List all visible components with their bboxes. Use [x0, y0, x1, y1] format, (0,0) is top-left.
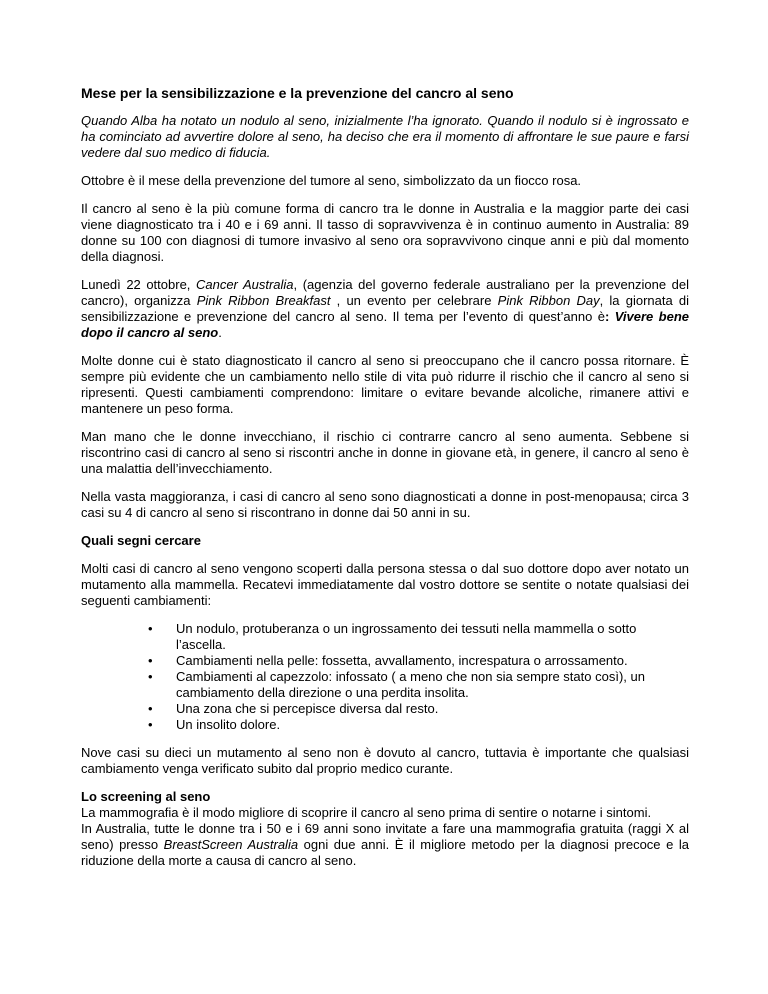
list-item — [81, 717, 689, 733]
list-item — [81, 621, 689, 653]
event-text-3: , un evento per celebrare — [330, 293, 498, 308]
list-item-text: Un insolito dolore. — [176, 717, 281, 732]
bullet-icon: • — [148, 717, 153, 732]
signs-intro-paragraph: Molti casi di cancro al seno vengono scoperti dalla persona stessa o dal suo dottore dopo aver notato un mutamento alla mammella. Recatevi immediatamente dal vostro dottore se sentite o notate qualsiasi dei seguenti cambiamenti: — [81, 561, 689, 608]
document-title: Mese per la sensibilizzazione e la prevenzione del cancro al seno — [81, 85, 514, 101]
event-text-5: . — [218, 325, 222, 340]
organization-name: Cancer Australia — [195, 277, 294, 292]
list-item — [81, 701, 689, 717]
screening-heading: Lo screening al seno — [81, 789, 211, 804]
list-item-text: Cambiamenti al capezzolo: infossato ( a meno che non sia sempre stato così), un cambiamento della direzione o una perdita insolita. — [176, 669, 645, 700]
screening-paragraph-2 — [81, 821, 689, 869]
list-item-text: Un nodulo, protuberanza o un ingrossamento dei tessuti nella mammella o sotto l’ascella. — [176, 621, 637, 652]
screening-paragraph-1: La mammografia è il modo migliore di scoprire il cancro al seno prima di sentire o notarne i sintomi. — [81, 805, 652, 820]
list-item-text: Una zona che si percepisce diversa dal resto. — [176, 701, 439, 716]
screening-organization: BreastScreen Australia — [163, 837, 299, 852]
list-item — [81, 669, 689, 701]
screening-text-b: ogni due anni. È il migliore metodo per la diagnosi precoce e la riduzione della morte a causa di cancro al seno. — [81, 837, 689, 868]
screening-text-a: In Australia, tutte le donne tra i 50 e i 69 anni sono invitate a fare una mammografia gratuita (raggi X al seno) presso — [81, 821, 689, 852]
list-item — [81, 653, 689, 669]
event-paragraph — [81, 277, 689, 341]
bullet-icon: • — [148, 701, 153, 716]
event-text-1: Lunedì 22 ottobre, — [81, 277, 196, 292]
list-item-text: Cambiamenti nella pelle: fossetta, avvallamento, increspatura o arrossamento. — [176, 653, 628, 668]
signs-list — [81, 621, 689, 733]
recurrence-paragraph: Molte donne cui è stato diagnosticato il cancro al seno si preoccupano che il cancro possa ritornare. È sempre più evidente che un cambiamento nello stile di vita può ridurre il rischio che il cancro al seno si ripresenti. Questi cambiamenti comprendono: limitare o evitare bevande alcoliche, rimanere attivi e mantenere un peso forma. — [81, 353, 689, 416]
bullet-icon: • — [148, 621, 153, 636]
event-text-2: , (agenzia del governo federale australiano per la prevenzione del cancro), organizza — [81, 277, 689, 308]
statistics-paragraph: Il cancro al seno è la più comune forma di cancro tra le donne in Australia e la maggior parte dei casi viene diagnosticato tra i 40 e i 69 anni. Il tasso di sopravvivenza è in continuo aumento in Australia: 89 donne su 100 con diagnosi di tumore invasivo al seno ora sopravvivono cinque anni e più dal momento della diagnosi. — [81, 201, 689, 264]
bullet-icon: • — [148, 669, 153, 684]
age-paragraph: Man mano che le donne invecchiano, il rischio ci contrarre cancro al seno aumenta. Sebbene si riscontrino casi di cancro al seno si riscontri anche in donne in giovane età, in genere, il cancro al seno è una malattia dell’invecchiamento. — [81, 429, 689, 476]
october-paragraph: Ottobre è il mese della prevenzione del tumore al seno, simbolizzato da un fiocco rosa. — [81, 173, 582, 188]
event-text-4: , la giornata di sensibilizzazione e prevenzione del cancro al seno. Il tema per l’evento di quest’anno è — [81, 293, 689, 324]
signs-heading: Quali segni cercare — [81, 533, 201, 548]
day-name: Pink Ribbon Day — [497, 293, 600, 308]
signs-outro-paragraph: Nove casi su dieci un mutamento al seno non è dovuto al cancro, tuttavia è importante che qualsiasi cambiamento venga verificato subito dal proprio medico curante. — [81, 745, 689, 776]
intro-paragraph: Quando Alba ha notato un nodulo al seno, inizialmente l’ha ignorato. Quando il nodulo si è ingrossato e ha cominciato ad avvertire dolore al seno, ha deciso che era il momento di affrontare le sue paure e farsi vedere dal suo medico di fiducia. — [81, 113, 689, 160]
event-colon: : — [604, 309, 615, 324]
document-page — [81, 84, 689, 881]
event-name: Pink Ribbon Breakfast — [196, 293, 331, 308]
bullet-icon: • — [148, 653, 153, 668]
menopause-paragraph: Nella vasta maggioranza, i casi di cancro al seno sono diagnosticati a donne in post-menopausa; circa 3 casi su 4 di cancro al seno si riscontrano in donne dai 50 anni in su. — [81, 489, 689, 520]
event-theme: Vivere bene dopo il cancro al seno — [81, 309, 689, 340]
